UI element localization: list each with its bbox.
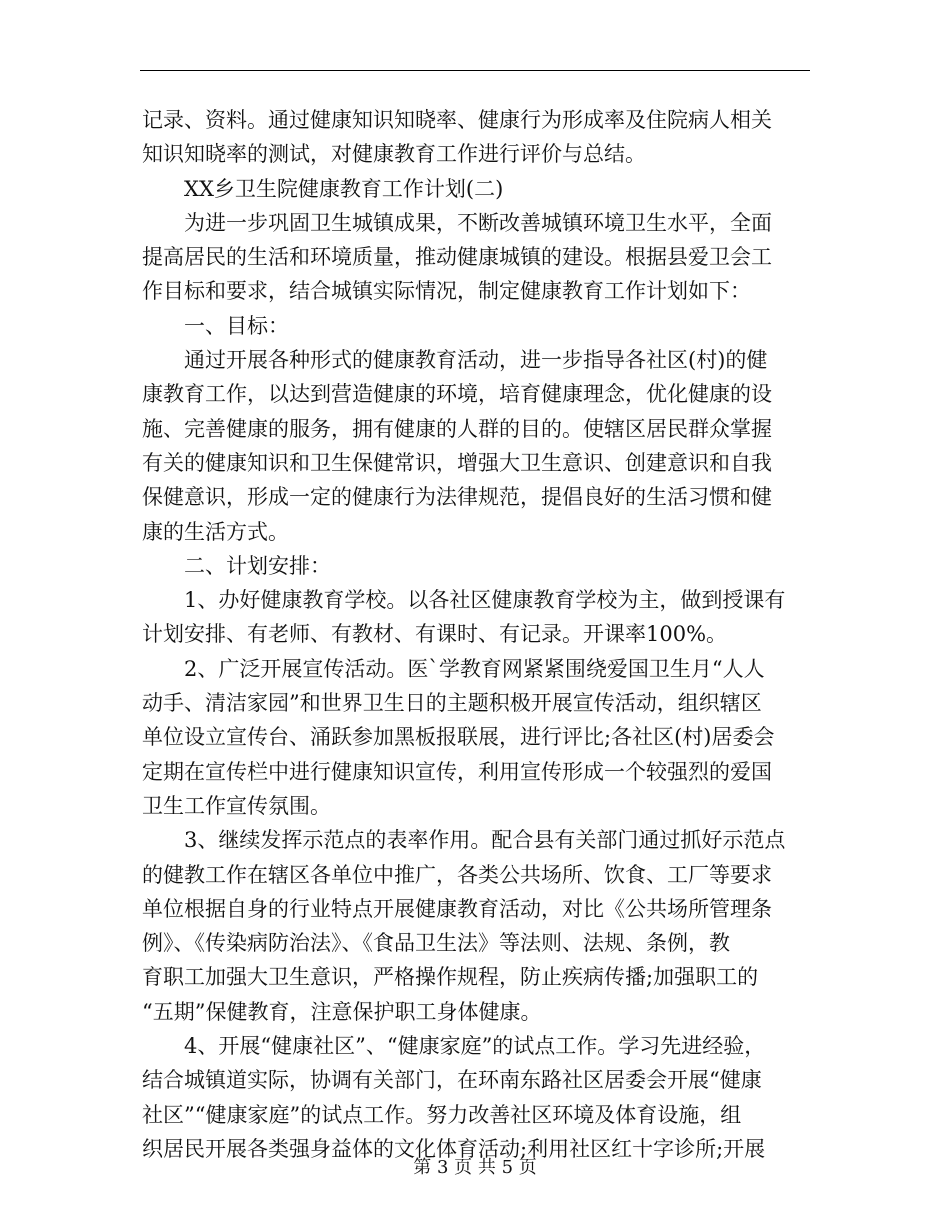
text-line: 单位根据自身的行业特点开展健康教育活动，对比《公共场所管理条 xyxy=(142,896,772,921)
text-line: 2、广泛开展宣传活动。医`学教育网紧紧围绕爱国卫生月“人人 xyxy=(184,656,765,681)
text-line: 提高居民的生活和环境质量，推动健康城镇的建设。根据县爱卫会工 xyxy=(142,245,772,270)
heading-goal: 一、目标： xyxy=(184,313,289,338)
section-title: XX乡卫生院健康教育工作计划(二) xyxy=(184,176,504,201)
text-line: 育职工加强大卫生意识，严格操作规程，防止疾病传播;加强职工的 xyxy=(142,965,759,990)
heading-plan: 二、计划安排： xyxy=(184,553,331,578)
text-line: 3、继续发挥示范点的表率作用。配合县有关部门通过抓好示范点 xyxy=(184,828,786,853)
text-line: 的健教工作在辖区各单位中推广，各类公共场所、饮食、工厂等要求 xyxy=(142,862,772,887)
text-line: 动手、清洁家园”和世界卫生日的主题积极开展宣传活动，组织辖区 xyxy=(142,691,762,716)
text-line: 有关的健康知识和卫生保健常识，增强大卫生意识、创建意识和自我 xyxy=(142,450,772,475)
text-line: 社区”“健康家庭”的试点工作。努力改善社区环境及体育设施，组 xyxy=(142,1102,742,1127)
text-line: 知识知晓率的测试，对健康教育工作进行评价与总结。 xyxy=(142,142,646,167)
header-rule xyxy=(140,70,810,71)
text-line: 计划安排、有老师、有教材、有课时、有记录。开课率100%。 xyxy=(142,622,728,647)
text-line: 例》、《传染病防治法》、《食品卫生法》等法则、法规、条例，教 xyxy=(142,931,730,956)
text-line: 作目标和要求，结合城镇实际情况，制定健康教育工作计划如下： xyxy=(142,279,751,304)
text-line: 为进一步巩固卫生城镇成果，不断改善城镇环境卫生水平，全面 xyxy=(184,210,772,235)
text-line: 保健意识，形成一定的健康行为法律规范，提倡良好的生活习惯和健 xyxy=(142,485,772,510)
text-line: 康教育工作，以达到营造健康的环境，培育健康理念，优化健康的设 xyxy=(142,382,772,407)
text-line: 康的生活方式。 xyxy=(142,519,289,544)
text-line: 1、办好健康教育学校。以各社区健康教育学校为主，做到授课有 xyxy=(184,588,786,613)
text-line: 卫生工作宣传氛围。 xyxy=(142,793,331,818)
text-line: 通过开展各种形式的健康教育活动，进一步指导各社区(村)的健 xyxy=(184,348,768,373)
text-line: 结合城镇道实际，协调有关部门，在环南东路社区居委会开展“健康 xyxy=(142,1068,762,1093)
body-text xyxy=(142,103,822,1166)
text-line: 记录、资料。通过健康知识知晓率、健康行为形成率及住院病人相关 xyxy=(142,108,772,132)
page-number-footer: 第 3 页 共 5 页 xyxy=(413,1157,537,1178)
text-line: 4、开展“健康社区”、“健康家庭”的试点工作。学习先进经验， xyxy=(184,1034,766,1059)
text-line: 定期在宣传栏中进行健康知识宣传，利用宣传形成一个较强烈的爱国 xyxy=(142,759,772,784)
text-line: 单位设立宣传台、涌跃参加黑板报联展，进行评比;各社区(村)居委会 xyxy=(142,725,775,750)
text-line: “五期”保健教育，注意保护职工身体健康。 xyxy=(142,999,542,1024)
text-line: 织居民开展各类强身益体的文化体育活动;利用社区红十字诊所;开展 xyxy=(142,1136,766,1161)
text-line: 施、完善健康的服务，拥有健康的人群的目的。使辖区居民群众掌握 xyxy=(142,416,772,441)
